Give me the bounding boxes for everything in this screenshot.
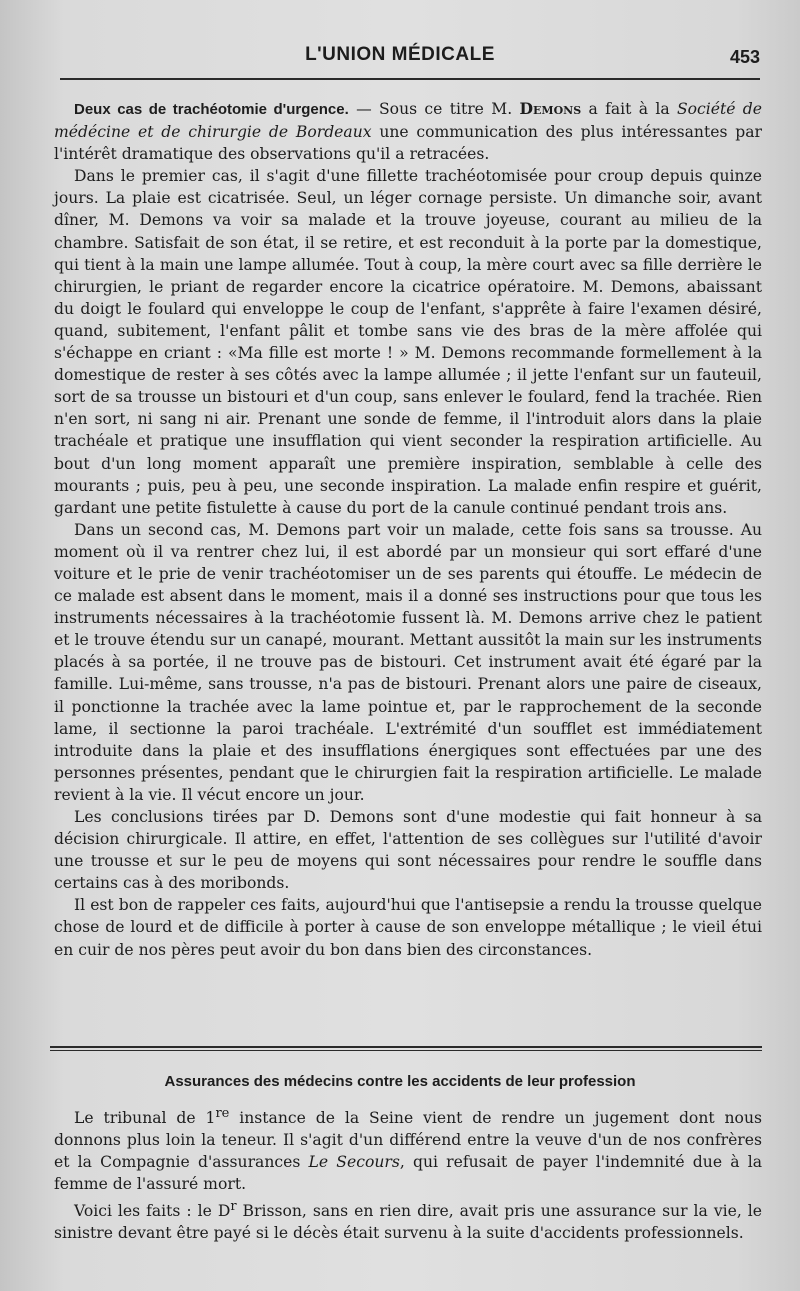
article-title: Deux cas de trachéotomie d'urgence. bbox=[74, 101, 349, 118]
facts-text-end: Brisson, sans en rien dire, avait pris une assurance sur la vie, le sinistre devant être payé si le décès était survenu à la suite d'accidents professionnels. bbox=[54, 1201, 762, 1242]
intro-text: — Sous ce titre M. bbox=[348, 100, 520, 118]
tribunal-text-mid: instance de la Seine vient de rendre un jugement dont nous donnons plus loin la teneur. Il s'agit d'un différend entre la veuve d'un de nos confrères et la Compagnie d'assurances bbox=[54, 1109, 762, 1172]
article-assurances bbox=[54, 1103, 762, 1244]
paragraph-first-case: Dans le premier cas, il s'agit d'une fillette trachéotomisée pour croup depuis quinze jours. La plaie est cicatrisée. Seul, un léger cornage persiste. Un dimanche soir, avant dîner, M. Demons va voir sa malade et la trouve joyeuse, courant au milieu de la chambre. Satisfait de son état, il se retire, et est reconduit à la porte par la domestique, qui tient à la main une lampe allumée. Tout à coup, la mère court avec sa fille derrière le chirurgien, le priant de regarder encore la cicatrice opératoire. M. Demons, abaissant du doigt le foulard qui enveloppe le coup de l'enfant, s'apprête à faire l'examen désiré, quand, subitement, l'enfant pâlit et tombe sans vie des bras de la mère affolée qui s'échappe en criant : «Ma fille est morte ! » M. Demons recommande formellement à la domestique de rester à ses côtés avec la lampe allumée ; il jette l'enfant sur un fauteuil, sort de sa trousse un bistouri et d'un coup, sans enlever le foulard, fend la trachée. Rien n'en sort, ni sang ni air. Prenant une sonde de femme, il l'introduit alors dans la plaie trachéale et pratique une insufflation qui vient seconder la respiration artificielle. Au bout d'un long moment apparaît une première inspiration, semblable à celle des mourants ; puis, peu à peu, une seconde inspiration. La malade enfin respire et guérit, gardant une petite fistulette à cause du port de la canule continué pendant trois ans. bbox=[54, 167, 762, 517]
ordinal-superscript: re bbox=[215, 1106, 230, 1121]
society-name: Société de médécine et de chirurgie de Bordeaux bbox=[54, 100, 762, 142]
author-name: Demons bbox=[519, 99, 582, 118]
paragraph-tribunal bbox=[54, 1103, 762, 1196]
paragraph-closing: Il est bon de rappeler ces faits, aujourd'hui que l'antisepsie a rendu la trousse quelque chose de lourd et de difficile à porter à cause de son enveloppe métallique ; le vieil étui en cuir de nos pères peut avoir du bon dans bien des circonstances. bbox=[54, 896, 762, 959]
section-heading: Assurances des médecins contre les accidents de leur profession bbox=[164, 1073, 636, 1090]
running-title: L'UNION MÉDICALE bbox=[305, 44, 495, 65]
section-divider-bottom bbox=[50, 1050, 762, 1051]
company-name: Le Secours bbox=[308, 1153, 400, 1172]
section-divider-top bbox=[50, 1046, 762, 1048]
page-number: 453 bbox=[729, 47, 760, 67]
facts-text-start: Voici les faits : le D bbox=[74, 1201, 231, 1220]
paragraph-conclusions: Les conclusions tirées par D. Demons sont d'une modestie qui fait honneur à sa décision chirurgicale. Il attire, en effet, l'attention de ses collègues sur l'utilité d'avoir une trousse et sur le peu de moyens qui sont nécessaires pour rendre le souffle dans certains cas à des moribonds. bbox=[54, 808, 762, 893]
paragraph-intro bbox=[54, 98, 762, 165]
intro-text-end: une communication des plus intéressantes par l'intérêt dramatique des observations qu'il a retracées. bbox=[54, 123, 762, 164]
tribunal-text-end: , qui refusait de payer l'indemnité due à la femme de l'assuré mort. bbox=[54, 1153, 762, 1194]
paragraph-facts bbox=[54, 1196, 762, 1244]
tribunal-text-start: Le tribunal de 1 bbox=[74, 1109, 216, 1128]
article-trachéotomie bbox=[54, 98, 762, 961]
header-rule bbox=[60, 78, 760, 80]
paragraph-second-case: Dans un second cas, M. Demons part voir un malade, cette fois sans sa trousse. Au moment où il va rentrer chez lui, il est abordé par un monsieur qui sort effaré d'une voiture et le prie de venir trachéotomiser un de ses parents qui étouffe. Le médecin de ce malade est absent dans le moment, mais il a donné ses instructions pour que tous les instruments nécessaires à la trachéotomie fussent là. M. Demons arrive chez le patient et le trouve étendu sur un canapé, mourant. Mettant aussitôt la main sur les instruments placés à sa portée, il ne trouve pas de bistouri. Cet instrument avait été égaré par la famille. Lui-même, sans trousse, n'a pas de bistouri. Prenant alors une paire de ciseaux, il ponctionne la trachée avec la lame pointue et, par le rapprochement de la seconde lame, il sectionne la paroi trachéale. L'extrémité d'un soufflet est immédiatement introduite dans la plaie et des insufflations énergiques sont effectuées par une des personnes présentes, pendant que le chirurgien fait la respiration artificielle. Le malade revient à la vie. Il vécut encore un jour. bbox=[54, 520, 762, 804]
doctor-superscript: r bbox=[230, 1198, 237, 1214]
intro-text-mid: a fait à la bbox=[581, 100, 677, 118]
